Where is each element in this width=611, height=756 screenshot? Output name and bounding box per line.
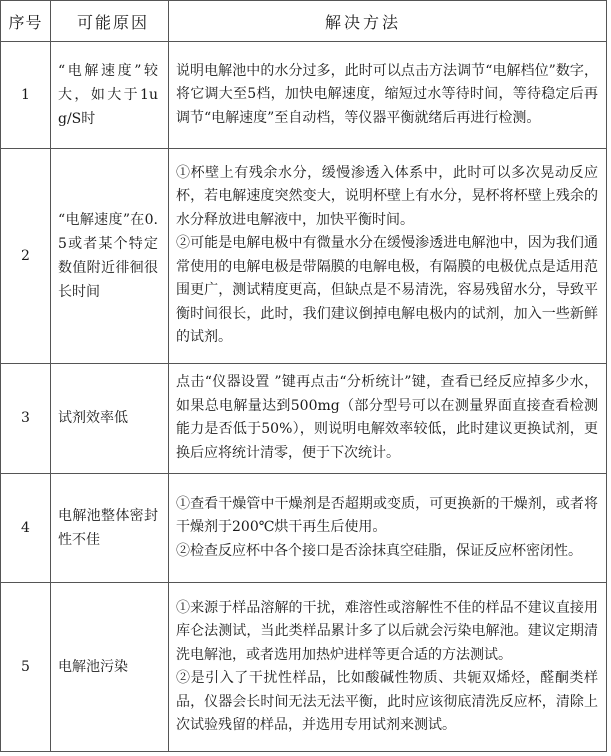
row-number: 1 (1, 42, 51, 149)
solution-cell (169, 42, 607, 149)
cause-cell: 试剂效率低 (51, 363, 169, 473)
solution-paragraph: ②可能是电解电极中有微量水分在缓慢渗透进电解池中，因为我们通常使用的电解电极是带隔膜的电解电极，有隔膜的电极优点是适用范围更广，测试精度更高，但缺点是不易清洗，容易残留水分，导致平衡时间很长，此时，我们建议倒掉电解电极内的试剂，加入一些新鲜的试剂。 (176, 235, 598, 346)
solution-paragraph: 说明电解池中的水分过多，此时可以点击方法调节“电解档位”数字，将它调大至5档，加快电解速度，缩短过水等待时间，等待稳定后再调节“电解速度”至自动档，等仪器平衡就绪后再进行检测。 (176, 62, 598, 126)
row-number: 5 (1, 583, 51, 752)
header-cause: 可能原因 (51, 1, 169, 42)
row-number: 3 (1, 363, 51, 473)
row-number: 2 (1, 148, 51, 363)
cause-cell: 电解池整体密封性不佳 (51, 473, 169, 583)
table-row-3 (1, 363, 607, 473)
solution-cell (169, 473, 607, 583)
table-row-4 (1, 473, 607, 583)
row-number: 4 (1, 473, 51, 583)
table-row-1 (1, 42, 607, 149)
header-solution: 解决方法 (169, 1, 607, 42)
solution-cell (169, 148, 607, 363)
solution-cell (169, 583, 607, 752)
cause-cell: “电解速度”较大，如大于1ug/S时 (51, 42, 169, 149)
solution-paragraph: ②检查反应杯中各个接口是否涂抹真空硅脂，保证反应杯密闭性。 (176, 542, 582, 559)
header-num: 序号 (1, 1, 51, 42)
cause-cell: 电解池污染 (51, 583, 169, 752)
table-row-5 (1, 583, 607, 752)
table-row-2 (1, 148, 607, 363)
solution-paragraph: ①来源于样品溶解的干扰，难溶性或溶解性不佳的样品不建议直接用库仑法测试，当此类样品累计多了以后就会污染电解池。建议定期清洗电解池，或者选用加热炉进样等更合适的方法测试。 (176, 599, 598, 663)
solution-cell (169, 363, 607, 473)
solution-paragraph: ①查看干燥管中干燥剂是否超期或变质，可更换新的干燥剂，或者将干燥剂于200℃烘干再生后使用。 (176, 495, 598, 536)
solution-paragraph: ②是引入了干扰性样品，比如酸碱性物质、共轭双烯烃，醛酮类样品，仪器会长时间无法无法平衡，此时应该彻底清洗反应杯，清除上次试验残留的样品，并选用专用试剂来测试。 (176, 670, 598, 734)
solution-paragraph: 点击“仪器设置 ”键再点击“分析统计”键，查看已经反应掉多少水，如果总电解量达到500mg（部分型号可以在测量界面直接查看检测能力是否低于50%），则说明电解效率较低，此时建议更换试剂，更换后应将统计清零，便于下次统计。 (176, 374, 598, 461)
header-row (1, 1, 607, 42)
solution-paragraph: ①杯壁上有残余水分，缓慢渗透入体系中，此时可以多次晃动反应杯，若电解速度突然变大，说明杯壁上有水分，晃杯将杯壁上残余的水分释放进电解液中，加快平衡时间。 (176, 164, 598, 228)
cause-cell: “电解速度”在0.5或者某个特定数值附近徘徊很长时间 (51, 148, 169, 363)
